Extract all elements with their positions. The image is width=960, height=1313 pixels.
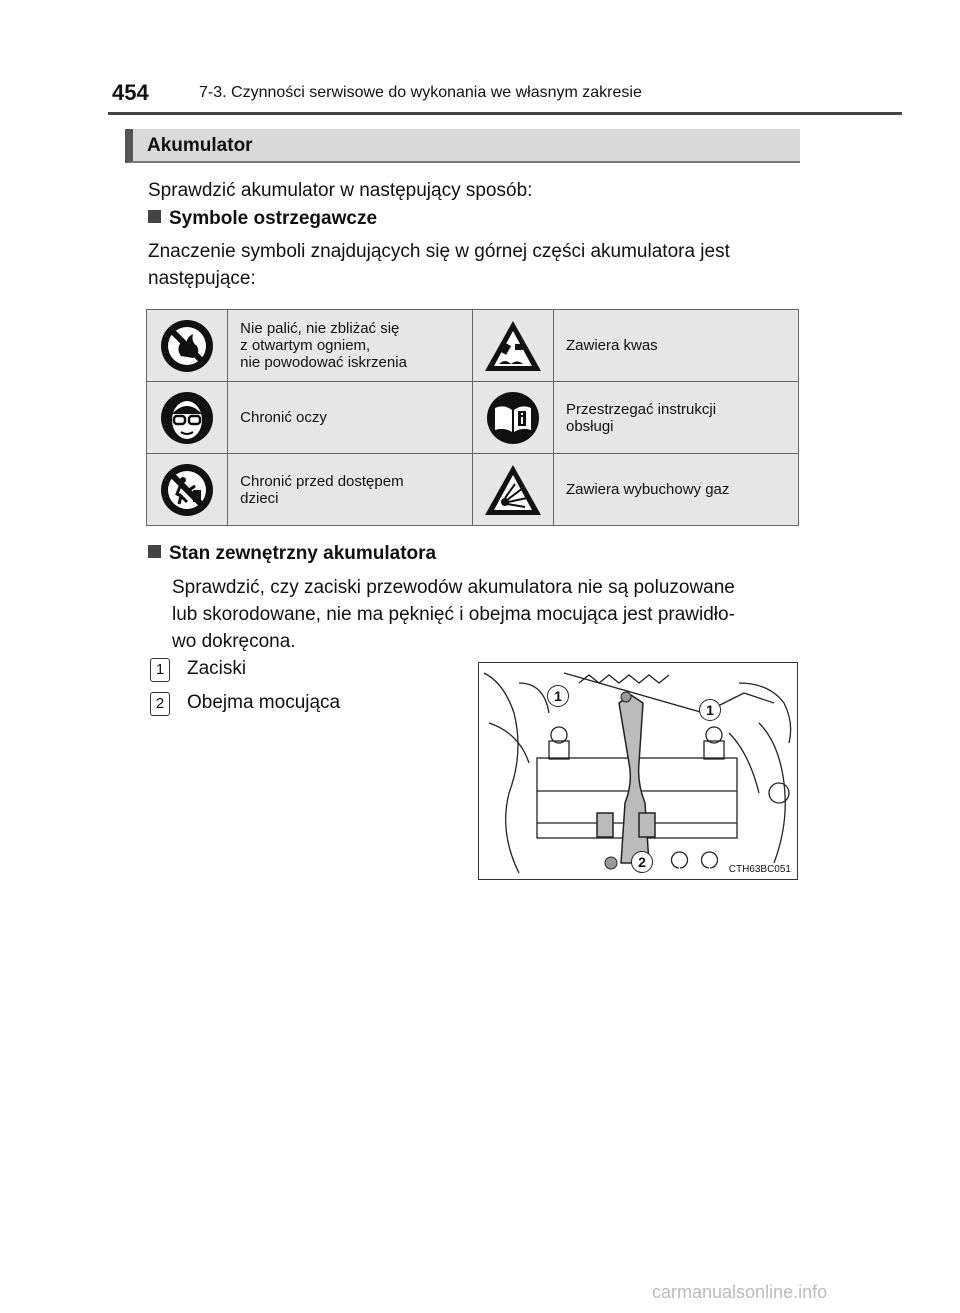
page-number: 454: [112, 80, 149, 105]
figure-code: CTH63BC051: [728, 864, 791, 875]
symbol-cell: [472, 382, 553, 454]
section-heading-bar: [125, 129, 800, 163]
square-bullet-icon: [148, 545, 161, 558]
battery-drawing: [479, 663, 798, 880]
callout-badge-terminal: 1: [547, 685, 569, 707]
symbol-cell: [147, 454, 228, 526]
no-fire-icon: [159, 318, 215, 374]
callout-item: [150, 690, 450, 720]
symbol-description: Nie palić, nie zbliżać się z otwartym ogniem, nie powodować iskrzenia: [228, 310, 472, 382]
section-title: Akumulator: [147, 135, 253, 156]
symbol-cell: [147, 310, 228, 382]
page-header: [112, 80, 902, 110]
callout-label: Zaciski: [187, 658, 247, 679]
callout-badge-terminal: 1: [699, 699, 721, 721]
symbols-description-line2: następujące:: [148, 268, 256, 289]
callout-badge-clamp: 2: [631, 851, 653, 873]
table-row: [147, 310, 799, 382]
keep-children-away-icon: [159, 462, 215, 518]
symbol-cell: [472, 454, 553, 526]
callout-item: [150, 656, 450, 686]
watermark: carmanualsonline.info: [652, 1282, 828, 1302]
external-condition-line2: lub skorodowane, nie ma pęknięć i obejma mocująca jest prawidło-: [172, 604, 735, 625]
symbols-description-line1: Znaczenie symboli znajdujących się w górnej części akumulatora jest: [148, 241, 730, 262]
table-row: [147, 454, 799, 526]
intro-text: Sprawdzić akumulator w następujący sposób:: [148, 180, 533, 201]
square-bullet-icon: [148, 210, 161, 223]
read-manual-icon: [485, 390, 541, 446]
warning-symbols-heading: Symbole ostrzegawcze: [148, 208, 377, 230]
symbol-description: Przestrzegać instrukcji obsługi: [553, 382, 798, 454]
symbol-description: Zawiera wybuchowy gaz: [553, 454, 798, 526]
explosive-gas-icon: [483, 462, 543, 518]
external-condition-heading: Stan zewnętrzny akumulatora: [148, 543, 436, 565]
symbol-description: Zawiera kwas: [553, 310, 798, 382]
callout-number: 2: [150, 692, 170, 716]
symbol-description: Chronić przed dostępem dzieci: [228, 454, 472, 526]
eye-protection-icon: [159, 390, 215, 446]
callout-label: Obejma mocująca: [187, 692, 341, 713]
table-row: [147, 382, 799, 454]
symbol-cell: [472, 310, 553, 382]
battery-illustration: [478, 662, 798, 880]
external-condition-line1: Sprawdzić, czy zaciski przewodów akumulatora nie są poluzowane: [172, 577, 735, 598]
header-divider: [108, 112, 902, 115]
symbol-description: Chronić oczy: [228, 382, 472, 454]
warning-symbols-table: [146, 309, 799, 526]
chapter-title: 7-3. Czynności serwisowe do wykonania we własnym zakresie: [199, 84, 642, 101]
callout-number: 1: [150, 658, 170, 682]
acid-warning-icon: [483, 318, 543, 374]
symbol-cell: [147, 382, 228, 454]
external-condition-line3: wo dokręcona.: [172, 631, 296, 652]
